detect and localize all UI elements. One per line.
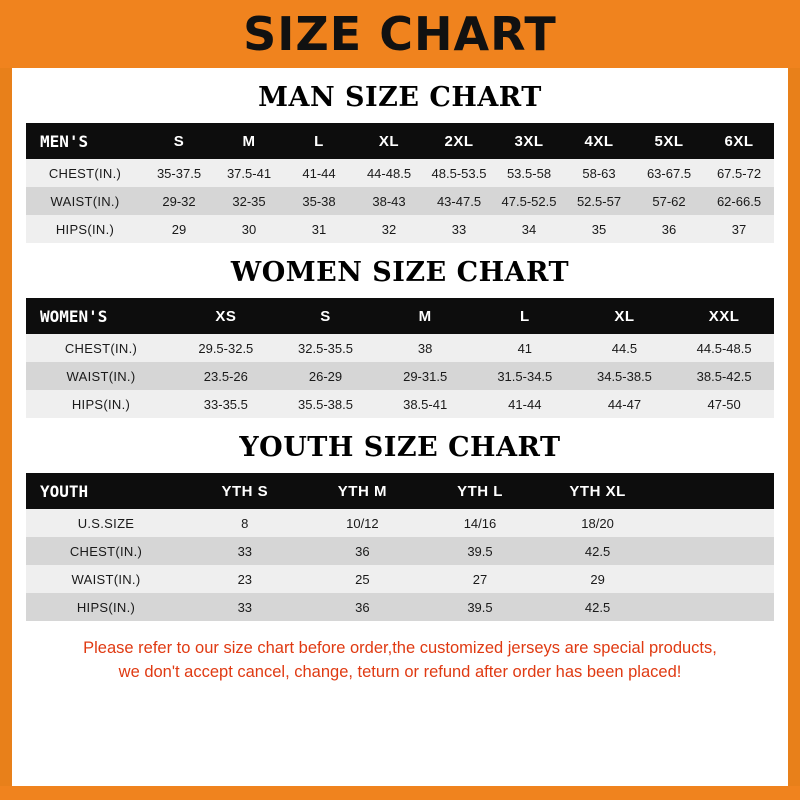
table-cell: 31.5-34.5: [475, 362, 575, 390]
column-header: 6XL: [704, 123, 774, 159]
table-cell: 42.5: [539, 593, 657, 621]
table-cell: 29-32: [144, 187, 214, 215]
column-header: XXL: [674, 298, 774, 334]
men-size-table: [26, 123, 774, 243]
table-cell: 41-44: [475, 390, 575, 418]
table-cell: [656, 565, 774, 593]
row-label: CHEST(IN.): [26, 334, 176, 362]
footer-note-line-1: Please refer to our size chart before order,the customized jerseys are special products,: [83, 639, 717, 657]
column-header: S: [276, 298, 376, 334]
table-cell: 23: [186, 565, 304, 593]
table-cell: 26-29: [276, 362, 376, 390]
row-label: HIPS(IN.): [26, 215, 144, 243]
row-label: WAIST(IN.): [26, 565, 186, 593]
footer-note: [26, 637, 774, 685]
table-cell: 29-31.5: [375, 362, 475, 390]
row-label: WAIST(IN.): [26, 362, 176, 390]
table-cell: 36: [634, 215, 704, 243]
section-title-women: WOMEN SIZE CHART: [230, 257, 570, 288]
column-header: 5XL: [634, 123, 704, 159]
section-title-youth: YOUTH SIZE CHART: [239, 432, 561, 463]
table-cell: 8: [186, 509, 304, 537]
column-header: M: [375, 298, 475, 334]
table-cell: 10/12: [304, 509, 422, 537]
table-cell: 44.5: [575, 334, 675, 362]
column-header: WOMEN'S: [26, 298, 176, 334]
row-label: CHEST(IN.): [26, 537, 186, 565]
table-cell: 23.5-26: [176, 362, 276, 390]
table-cell: 39.5: [421, 593, 539, 621]
table-cell: 38-43: [354, 187, 424, 215]
table-cell: 44.5-48.5: [674, 334, 774, 362]
column-header: 4XL: [564, 123, 634, 159]
table-cell: 52.5-57: [564, 187, 634, 215]
row-label: HIPS(IN.): [26, 390, 176, 418]
table-cell: 18/20: [539, 509, 657, 537]
table-cell: 35-38: [284, 187, 354, 215]
table-row: [26, 509, 774, 537]
table-cell: 44-48.5: [354, 159, 424, 187]
table-cell: 57-62: [634, 187, 704, 215]
column-header: XS: [176, 298, 276, 334]
header-band: [0, 0, 800, 68]
table-cell: 42.5: [539, 537, 657, 565]
table-cell: 35.5-38.5: [276, 390, 376, 418]
table-cell: 41: [475, 334, 575, 362]
row-label: WAIST(IN.): [26, 187, 144, 215]
column-header: MEN'S: [26, 123, 144, 159]
table-cell: 35-37.5: [144, 159, 214, 187]
table-cell: 38: [375, 334, 475, 362]
table-cell: [656, 509, 774, 537]
table-cell: 62-66.5: [704, 187, 774, 215]
table-cell: 34.5-38.5: [575, 362, 675, 390]
table-row: [26, 565, 774, 593]
table-row: [26, 362, 774, 390]
page-title: SIZE CHART: [243, 7, 557, 61]
column-header: XL: [354, 123, 424, 159]
table-cell: 48.5-53.5: [424, 159, 494, 187]
table-cell: 41-44: [284, 159, 354, 187]
table-cell: 33-35.5: [176, 390, 276, 418]
table-cell: 29.5-32.5: [176, 334, 276, 362]
table-row: [26, 390, 774, 418]
table-cell: 33: [424, 215, 494, 243]
table-cell: 27: [421, 565, 539, 593]
table-cell: 38.5-41: [375, 390, 475, 418]
table-cell: 36: [304, 593, 422, 621]
table-row: [26, 159, 774, 187]
table-cell: 33: [186, 537, 304, 565]
column-header: YTH XL: [539, 473, 657, 509]
table-row: [26, 187, 774, 215]
table-cell: 44-47: [575, 390, 675, 418]
table-row: [26, 593, 774, 621]
table-cell: 29: [539, 565, 657, 593]
table-cell: 63-67.5: [634, 159, 704, 187]
table-cell: 32: [354, 215, 424, 243]
table-cell: [656, 593, 774, 621]
table-cell: 67.5-72: [704, 159, 774, 187]
table-row: [26, 537, 774, 565]
row-label: CHEST(IN.): [26, 159, 144, 187]
table-cell: 37: [704, 215, 774, 243]
table-cell: 31: [284, 215, 354, 243]
content-area: [12, 82, 788, 685]
table-header-row: [26, 298, 774, 334]
section-title-men: MAN SIZE CHART: [258, 82, 542, 113]
table-cell: 38.5-42.5: [674, 362, 774, 390]
column-header: S: [144, 123, 214, 159]
column-header: YTH S: [186, 473, 304, 509]
table-cell: 14/16: [421, 509, 539, 537]
table-cell: 32.5-35.5: [276, 334, 376, 362]
row-label: HIPS(IN.): [26, 593, 186, 621]
table-cell: 35: [564, 215, 634, 243]
women-size-table: [26, 298, 774, 418]
table-cell: 33: [186, 593, 304, 621]
row-label: U.S.SIZE: [26, 509, 186, 537]
column-header: 3XL: [494, 123, 564, 159]
footer-note-line-2: we don't accept cancel, change, teturn or refund after order has been placed!: [118, 662, 682, 681]
column-header: YTH L: [421, 473, 539, 509]
column-header: M: [214, 123, 284, 159]
column-header: L: [284, 123, 354, 159]
table-cell: 58-63: [564, 159, 634, 187]
table-cell: 34: [494, 215, 564, 243]
table-cell: 47.5-52.5: [494, 187, 564, 215]
table-header-row: [26, 473, 774, 509]
youth-size-table: [26, 473, 774, 621]
column-header: 2XL: [424, 123, 494, 159]
table-cell: 53.5-58: [494, 159, 564, 187]
column-header: XL: [575, 298, 675, 334]
bottom-band: [0, 786, 800, 800]
column-header: YOUTH: [26, 473, 186, 509]
table-cell: 30: [214, 215, 284, 243]
column-header: L: [475, 298, 575, 334]
table-cell: 47-50: [674, 390, 774, 418]
table-cell: 32-35: [214, 187, 284, 215]
table-cell: 25: [304, 565, 422, 593]
column-header: [656, 473, 774, 509]
table-cell: 36: [304, 537, 422, 565]
table-cell: 39.5: [421, 537, 539, 565]
table-cell: [656, 537, 774, 565]
table-row: [26, 334, 774, 362]
column-header: YTH M: [304, 473, 422, 509]
table-header-row: [26, 123, 774, 159]
table-row: [26, 215, 774, 243]
table-cell: 29: [144, 215, 214, 243]
table-cell: 37.5-41: [214, 159, 284, 187]
table-cell: 43-47.5: [424, 187, 494, 215]
